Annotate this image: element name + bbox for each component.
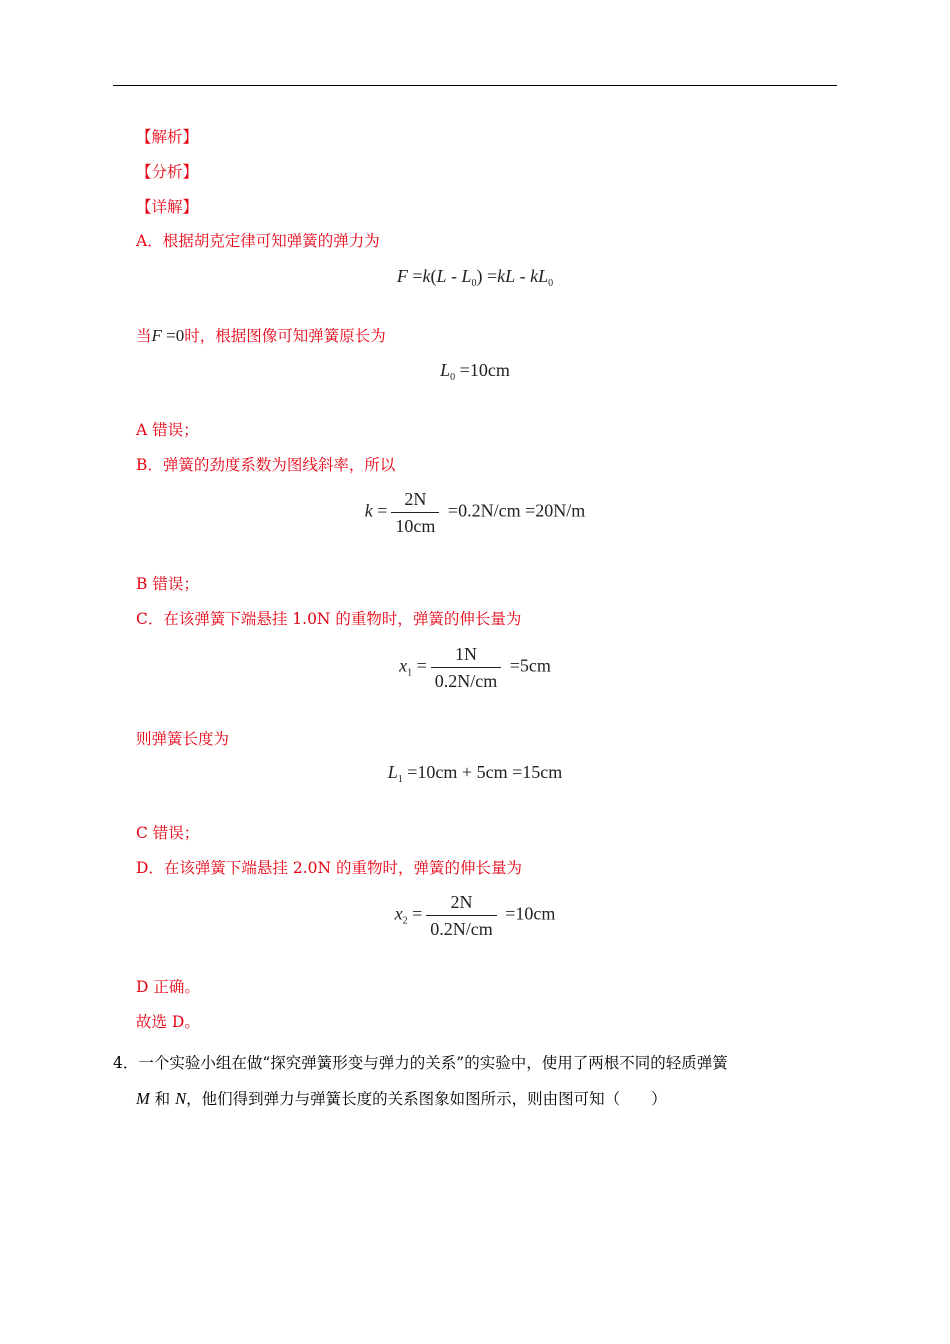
spring-constant-equation: k = $\frac{2N}{10cm}$ =0.2N/cm =20N/m xyxy=(364,489,586,536)
header-rule xyxy=(113,85,837,86)
natural-length-equation: $L_0 =10cm$ xyxy=(440,360,510,383)
hooke-law-equation: $F =k(L - L_0) =kL - kL_0$ xyxy=(396,266,554,289)
section-xiangjie: 【详解】 xyxy=(136,198,199,216)
option-b-intro: B．弹簧的劲度系数为图线斜率，所以 xyxy=(136,456,396,474)
spring-length-l1-equation: $L_1 =10cm + 5cm =15cm$ xyxy=(387,762,563,785)
option-d-verdict: D 正确。 xyxy=(136,978,200,996)
question-number: 4． xyxy=(113,1054,139,1072)
answer-choice: 故选 D。 xyxy=(136,1013,200,1031)
option-d-intro: D．在该弹簧下端悬挂 2.0N 的重物时，弹簧的伸长量为 xyxy=(136,859,522,877)
option-a-when: 当F =0时，根据图像可知弹簧原长为 xyxy=(136,326,386,345)
section-fenxi: 【分析】 xyxy=(136,163,199,181)
section-jiexi: 【解析】 xyxy=(136,128,199,146)
extension-x2-equation: $x_2$ = $\frac{2N}{0.2N/cm}$ =10cm xyxy=(394,892,556,939)
option-a-verdict: A 错误； xyxy=(136,421,199,439)
option-c-verdict: C 错误； xyxy=(136,824,200,842)
question-4-line-2: M 和 N，他们得到弹力与弹簧长度的关系图象如图所示，则由图可知（ ） xyxy=(136,1089,667,1108)
option-c-length-intro: 则弹簧长度为 xyxy=(136,730,230,748)
extension-x1-equation: $x_1$ = $\frac{1N}{0.2N/cm}$ =5cm xyxy=(399,644,551,691)
question-4-line-1: 4．一个实验小组在做“探究弹簧形变与弹力的关系”的实验中，使用了两根不同的轻质弹簧 xyxy=(113,1054,728,1072)
option-b-verdict: B 错误； xyxy=(136,575,199,593)
option-c-intro: C．在该弹簧下端悬挂 1.0N 的重物时，弹簧的伸长量为 xyxy=(136,610,522,628)
option-a-intro: A．根据胡克定律可知弹簧的弹力为 xyxy=(136,232,380,250)
